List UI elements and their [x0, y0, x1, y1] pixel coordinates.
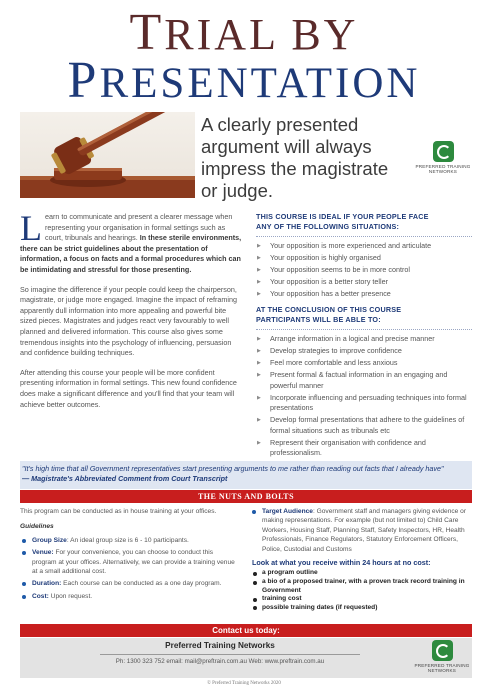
guidelines-list	[20, 536, 238, 601]
ptn-logo-icon	[433, 141, 454, 162]
testimonial-quote	[20, 461, 472, 489]
contact-footer	[20, 638, 472, 678]
list-item: possible training dates (if requested)	[250, 604, 472, 613]
title-line-2: PRESENTATION	[67, 52, 421, 109]
list-item: ▶ Your opposition is more experienced and articulate	[256, 241, 472, 251]
list-item: Group Size: An ideal group size is 6 - 10 participants.	[20, 536, 238, 545]
outcomes-heading: AT THE CONCLUSION OF THIS COURSE PARTICIPANTS WILL BE ABLE TO:	[256, 305, 402, 325]
quote-text: "It's high time that all Government representatives start presenting arguments to me rather than reading out facts that I already have"	[22, 464, 444, 473]
audience-list	[250, 507, 472, 554]
list-item: ▶ Your opposition has a better presence	[256, 289, 472, 299]
nuts-heading-bar: THE NUTS AND BOLTS	[20, 490, 472, 503]
footer-org-name: Preferred Training Networks	[165, 641, 275, 650]
course-details-column	[256, 212, 472, 464]
list-item: a bio of a proposed trainer, with a proven track record training in Government	[250, 578, 472, 595]
list-item: a program outline	[250, 569, 472, 578]
list-item: ▶ Feel more comfortable and less anxious	[256, 358, 472, 368]
guidelines-label: Guidelines	[20, 523, 54, 531]
contact-heading-bar: Contact us today:	[20, 624, 472, 637]
quote-source: — Magistrate's Abbreviated Comment from Court Transcript	[22, 474, 228, 483]
list-item: ▶ Arrange information in a logical and precise manner	[256, 334, 472, 344]
list-item: ▶ Develop strategies to improve confidence	[256, 346, 472, 356]
intro-paragraph: Learn to communicate and present a clearer message when representing your organisation in formal settings such as court, tribunals and hearings. In these sterile environments, there can be strict guidelines about the presentation of information, a focus on facts and a formal procedures which can be intimidating and stressful for those presenting.	[20, 208, 242, 274]
footer-divider	[100, 654, 360, 655]
title-line-1: TRIAL BY	[129, 4, 359, 61]
ptn-logo-icon	[432, 640, 453, 661]
copyright: © Preferred Training Networks 2020	[207, 681, 281, 686]
intro-paragraph-2: So imagine the difference if your people could keep the chairperson, magistrate, or judge more engaged. Imagine the impact of reframing apparently dull information into more appealing and powerful bite sized pieces. Magistrates and judges react very favourably to well planned and delivered information. This course also gives some tremendous insights into the psychology of influencing, persuasion and confidence building techniques.	[20, 284, 237, 358]
look-heading: Look at what you receive within 24 hours at no cost:	[252, 558, 431, 568]
list-item: ▶ Your opposition is a better story teller	[256, 277, 472, 287]
look-list	[250, 569, 472, 612]
intro-column	[20, 208, 242, 419]
list-item: ▶ Your opposition seems to be in more control	[256, 265, 472, 275]
nuts-lead: This program can be conducted as in house training at your offices.	[20, 508, 217, 515]
list-item: Cost: Upon request.	[20, 592, 238, 601]
logo-text: PREFERRED TRAINING NETWORKS	[414, 663, 470, 674]
list-item: training cost	[250, 595, 472, 604]
list-item: Target Audience: Government staff and managers giving evidence or making representations. For example (but not limited to) Child Care Workers, Housing Staff, Planning Staff, Safety Inspectors, HR, Health Professionals, Finance Regulators, Statutory Enforcement Officers, Police, Custodial and Customs	[250, 507, 472, 554]
list-item: ▶ Represent their organisation with confidence and professionalism.	[256, 438, 472, 459]
tagline: A clearly presented argument will always impress the magistrate or judge.	[201, 114, 389, 201]
footer-contact-details: Ph: 1300 323 752 email: mail@preftrain.com.au Web: www.preftrain.com.au	[115, 658, 325, 665]
logo-text: PREFERRED TRAINING NETWORKS	[415, 164, 471, 175]
gavel-icon	[20, 112, 195, 198]
company-logo-footer	[412, 638, 472, 673]
outcomes-list	[256, 329, 472, 458]
ideal-list	[256, 236, 472, 299]
list-item: ▶ Your opposition is highly organised	[256, 253, 472, 263]
list-item: ▶ Develop formal presentations that adhere to the guidelines of formal situations such as tribunals etc	[256, 415, 472, 436]
company-logo	[413, 141, 473, 174]
intro-paragraph-3: After attending this course your people will be more confident presenting information in formal settings. This new found confidence does make a significant difference and you'll find that your team will achieve better outcomes.	[20, 367, 237, 409]
gavel-image	[20, 112, 195, 198]
list-item: Duration: Each course can be conducted as a one day program.	[20, 579, 238, 588]
list-item: ▶ Incorporate influencing and persuading techniques into formal presentations	[256, 393, 472, 414]
drop-cap: L	[20, 208, 42, 248]
ideal-heading: THIS COURSE IS IDEAL IF YOUR PEOPLE FACE ANY OF THE FOLLOWING SITUATIONS:	[256, 212, 429, 231]
nuts-left-column	[20, 507, 238, 604]
list-item: ▶ Present formal & factual information in an engaging and powerful manner	[256, 370, 472, 391]
nuts-right-column	[250, 507, 472, 612]
list-item: Venue: For your convenience, you can choose to conduct this program at your offices. Alternatively, we can provide a training venue at a small additional cost.	[20, 548, 238, 576]
